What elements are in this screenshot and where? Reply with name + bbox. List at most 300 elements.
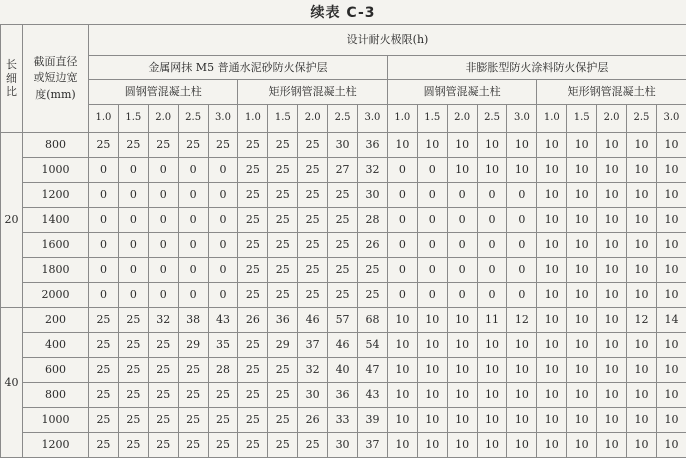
value-cell: 10 <box>507 158 537 183</box>
value-cell: 25 <box>268 183 298 208</box>
value-cell: 10 <box>627 183 657 208</box>
size-cell: 800 <box>23 133 89 158</box>
value-cell: 10 <box>627 358 657 383</box>
size-cell: 200 <box>23 308 89 333</box>
value-cell: 12 <box>627 308 657 333</box>
value-cell: 25 <box>268 158 298 183</box>
hour-header-cell: 1.5 <box>268 105 298 133</box>
value-cell: 10 <box>417 383 447 408</box>
value-cell: 10 <box>387 358 417 383</box>
value-cell: 10 <box>627 158 657 183</box>
hour-header-cell: 3.0 <box>358 105 388 133</box>
value-cell: 0 <box>507 233 537 258</box>
value-cell: 25 <box>268 408 298 433</box>
value-cell: 25 <box>118 433 148 458</box>
value-cell: 10 <box>567 408 597 433</box>
value-cell: 0 <box>118 258 148 283</box>
value-cell: 10 <box>447 408 477 433</box>
value-cell: 0 <box>89 158 119 183</box>
value-cell: 25 <box>268 133 298 158</box>
value-cell: 25 <box>178 433 208 458</box>
value-cell: 47 <box>358 358 388 383</box>
value-cell: 10 <box>567 133 597 158</box>
value-cell: 10 <box>387 133 417 158</box>
value-cell: 25 <box>238 408 268 433</box>
value-cell: 0 <box>208 283 238 308</box>
table-row <box>1 408 686 433</box>
value-cell: 0 <box>148 283 178 308</box>
value-cell: 37 <box>298 333 328 358</box>
value-cell: 0 <box>178 283 208 308</box>
value-cell: 0 <box>387 158 417 183</box>
value-cell: 25 <box>118 308 148 333</box>
value-cell: 35 <box>208 333 238 358</box>
size-cell: 1800 <box>23 258 89 283</box>
value-cell: 0 <box>208 208 238 233</box>
value-cell: 32 <box>358 158 388 183</box>
value-cell: 0 <box>178 258 208 283</box>
value-cell: 0 <box>148 233 178 258</box>
value-cell: 0 <box>387 283 417 308</box>
value-cell: 30 <box>358 183 388 208</box>
value-cell: 25 <box>148 383 178 408</box>
size-cell: 400 <box>23 333 89 358</box>
value-cell: 33 <box>328 408 358 433</box>
value-cell: 10 <box>627 433 657 458</box>
value-cell: 25 <box>178 133 208 158</box>
value-cell: 10 <box>387 333 417 358</box>
value-cell: 10 <box>477 333 507 358</box>
value-cell: 25 <box>148 358 178 383</box>
value-cell: 32 <box>298 358 328 383</box>
value-cell: 10 <box>656 358 686 383</box>
value-cell: 25 <box>268 208 298 233</box>
value-cell: 10 <box>537 208 567 233</box>
value-cell: 10 <box>537 408 567 433</box>
value-cell: 30 <box>328 433 358 458</box>
value-cell: 10 <box>627 133 657 158</box>
value-cell: 10 <box>597 433 627 458</box>
value-cell: 25 <box>208 433 238 458</box>
table-row <box>1 308 686 333</box>
value-cell: 0 <box>447 258 477 283</box>
value-cell: 10 <box>537 433 567 458</box>
value-cell: 0 <box>417 208 447 233</box>
value-cell: 25 <box>238 183 268 208</box>
size-cell: 2000 <box>23 283 89 308</box>
value-cell: 10 <box>477 158 507 183</box>
value-cell: 25 <box>238 283 268 308</box>
value-cell: 25 <box>298 133 328 158</box>
value-cell: 0 <box>208 183 238 208</box>
value-cell: 0 <box>208 258 238 283</box>
value-cell: 10 <box>597 383 627 408</box>
value-cell: 30 <box>298 383 328 408</box>
value-cell: 0 <box>507 258 537 283</box>
value-cell: 10 <box>507 408 537 433</box>
value-cell: 10 <box>627 333 657 358</box>
value-cell: 25 <box>148 433 178 458</box>
value-cell: 10 <box>627 258 657 283</box>
hour-header-cell: 3.0 <box>656 105 686 133</box>
value-cell: 10 <box>447 358 477 383</box>
value-cell: 0 <box>477 183 507 208</box>
value-cell: 0 <box>417 283 447 308</box>
value-cell: 10 <box>567 208 597 233</box>
value-cell: 10 <box>656 333 686 358</box>
value-cell: 10 <box>537 133 567 158</box>
value-cell: 10 <box>627 233 657 258</box>
protection-b-header: 非膨胀型防火涂料防火保护层 <box>387 56 686 80</box>
value-cell: 25 <box>118 133 148 158</box>
value-cell: 0 <box>417 183 447 208</box>
table-row <box>1 133 686 158</box>
value-cell: 10 <box>656 133 686 158</box>
hour-header-cell: 3.0 <box>208 105 238 133</box>
value-cell: 27 <box>328 158 358 183</box>
value-cell: 25 <box>89 308 119 333</box>
value-cell: 25 <box>298 208 328 233</box>
value-cell: 10 <box>567 333 597 358</box>
value-cell: 0 <box>148 158 178 183</box>
value-cell: 10 <box>477 408 507 433</box>
value-cell: 10 <box>597 158 627 183</box>
value-cell: 25 <box>238 208 268 233</box>
value-cell: 0 <box>477 233 507 258</box>
value-cell: 10 <box>567 183 597 208</box>
value-cell: 0 <box>148 258 178 283</box>
value-cell: 25 <box>178 383 208 408</box>
value-cell: 10 <box>656 183 686 208</box>
value-cell: 10 <box>597 358 627 383</box>
value-cell: 10 <box>656 158 686 183</box>
value-cell: 25 <box>118 408 148 433</box>
protection-a-header: 金属网抹 M5 普通水泥砂防火保护层 <box>89 56 388 80</box>
value-cell: 0 <box>178 158 208 183</box>
value-cell: 0 <box>89 183 119 208</box>
value-cell: 10 <box>507 383 537 408</box>
size-cell: 800 <box>23 383 89 408</box>
value-cell: 25 <box>298 283 328 308</box>
value-cell: 39 <box>358 408 388 433</box>
value-cell: 10 <box>417 308 447 333</box>
value-cell: 10 <box>507 433 537 458</box>
value-cell: 10 <box>447 308 477 333</box>
value-cell: 10 <box>656 408 686 433</box>
value-cell: 25 <box>328 283 358 308</box>
value-cell: 10 <box>537 383 567 408</box>
value-cell: 0 <box>148 183 178 208</box>
rect-column-header-a: 矩形钢管混凝土柱 <box>238 80 387 105</box>
value-cell: 0 <box>477 208 507 233</box>
value-cell: 0 <box>447 233 477 258</box>
value-cell: 0 <box>417 258 447 283</box>
table-row <box>1 358 686 383</box>
size-cell: 1400 <box>23 208 89 233</box>
value-cell: 10 <box>537 358 567 383</box>
hour-header-cell: 1.0 <box>387 105 417 133</box>
value-cell: 10 <box>507 333 537 358</box>
table-row <box>1 383 686 408</box>
value-cell: 10 <box>477 433 507 458</box>
value-cell: 29 <box>268 333 298 358</box>
hour-header-cell: 2.0 <box>148 105 178 133</box>
value-cell: 10 <box>567 308 597 333</box>
value-cell: 10 <box>627 283 657 308</box>
value-cell: 0 <box>477 283 507 308</box>
value-cell: 26 <box>298 408 328 433</box>
value-cell: 25 <box>328 233 358 258</box>
value-cell: 0 <box>118 283 148 308</box>
value-cell: 10 <box>597 308 627 333</box>
value-cell: 10 <box>567 233 597 258</box>
table-title: 续表 C-3 <box>0 2 686 20</box>
value-cell: 0 <box>447 208 477 233</box>
value-cell: 10 <box>447 333 477 358</box>
value-cell: 25 <box>238 433 268 458</box>
value-cell: 10 <box>477 133 507 158</box>
value-cell: 25 <box>89 133 119 158</box>
value-cell: 10 <box>507 133 537 158</box>
value-cell: 25 <box>268 433 298 458</box>
value-cell: 10 <box>447 133 477 158</box>
value-cell: 57 <box>328 308 358 333</box>
size-header: 截面直径或短边宽度(mm) <box>23 25 89 133</box>
value-cell: 25 <box>268 283 298 308</box>
value-cell: 0 <box>507 283 537 308</box>
value-cell: 10 <box>537 333 567 358</box>
value-cell: 25 <box>238 158 268 183</box>
value-cell: 10 <box>597 183 627 208</box>
value-cell: 10 <box>597 333 627 358</box>
value-cell: 10 <box>567 358 597 383</box>
value-cell: 10 <box>567 283 597 308</box>
table-row <box>1 283 686 308</box>
hour-header-cell: 1.5 <box>118 105 148 133</box>
size-cell: 1200 <box>23 433 89 458</box>
hour-header-cell: 3.0 <box>507 105 537 133</box>
value-cell: 10 <box>537 258 567 283</box>
value-cell: 38 <box>178 308 208 333</box>
value-cell: 26 <box>238 308 268 333</box>
value-cell: 0 <box>387 208 417 233</box>
value-cell: 10 <box>656 208 686 233</box>
value-cell: 25 <box>89 383 119 408</box>
value-cell: 0 <box>89 258 119 283</box>
value-cell: 46 <box>328 333 358 358</box>
size-cell: 1600 <box>23 233 89 258</box>
value-cell: 25 <box>118 383 148 408</box>
value-cell: 25 <box>238 358 268 383</box>
table-row <box>1 233 686 258</box>
value-cell: 26 <box>358 233 388 258</box>
ratio-header: 长细比 <box>1 25 23 133</box>
hour-header-cell: 2.5 <box>328 105 358 133</box>
value-cell: 25 <box>298 433 328 458</box>
value-cell: 25 <box>358 283 388 308</box>
ratio-cell: 20 <box>1 133 23 308</box>
value-cell: 25 <box>118 358 148 383</box>
size-cell: 1200 <box>23 183 89 208</box>
value-cell: 10 <box>417 333 447 358</box>
value-cell: 11 <box>477 308 507 333</box>
value-cell: 0 <box>477 258 507 283</box>
value-cell: 25 <box>118 333 148 358</box>
value-cell: 36 <box>358 133 388 158</box>
value-cell: 10 <box>387 308 417 333</box>
size-cell: 1000 <box>23 158 89 183</box>
value-cell: 32 <box>148 308 178 333</box>
value-cell: 10 <box>387 433 417 458</box>
value-cell: 0 <box>387 183 417 208</box>
value-cell: 10 <box>656 233 686 258</box>
value-cell: 10 <box>477 358 507 383</box>
fire-protection-table <box>0 24 686 458</box>
hour-header-cell: 1.5 <box>567 105 597 133</box>
value-cell: 10 <box>417 433 447 458</box>
value-cell: 0 <box>148 208 178 233</box>
value-cell: 0 <box>118 208 148 233</box>
value-cell: 25 <box>268 358 298 383</box>
value-cell: 29 <box>178 333 208 358</box>
value-cell: 25 <box>208 383 238 408</box>
value-cell: 10 <box>597 283 627 308</box>
value-cell: 25 <box>238 383 268 408</box>
value-cell: 10 <box>537 283 567 308</box>
value-cell: 0 <box>118 233 148 258</box>
rect-column-header-b: 矩形钢管混凝土柱 <box>537 80 686 105</box>
value-cell: 10 <box>656 283 686 308</box>
value-cell: 25 <box>328 208 358 233</box>
hour-header-cell: 1.0 <box>537 105 567 133</box>
value-cell: 14 <box>656 308 686 333</box>
table-row <box>1 183 686 208</box>
round-column-header-a: 圆钢管混凝土柱 <box>89 80 238 105</box>
value-cell: 25 <box>328 258 358 283</box>
value-cell: 25 <box>358 258 388 283</box>
hour-header-cell: 2.0 <box>597 105 627 133</box>
value-cell: 10 <box>656 433 686 458</box>
value-cell: 10 <box>627 208 657 233</box>
value-cell: 25 <box>178 408 208 433</box>
value-cell: 25 <box>208 408 238 433</box>
value-cell: 0 <box>447 183 477 208</box>
value-cell: 25 <box>268 233 298 258</box>
value-cell: 36 <box>328 383 358 408</box>
value-cell: 43 <box>358 383 388 408</box>
value-cell: 28 <box>358 208 388 233</box>
value-cell: 10 <box>477 383 507 408</box>
value-cell: 40 <box>328 358 358 383</box>
value-cell: 25 <box>298 233 328 258</box>
value-cell: 25 <box>298 183 328 208</box>
value-cell: 10 <box>447 383 477 408</box>
value-cell: 0 <box>387 258 417 283</box>
value-cell: 10 <box>447 158 477 183</box>
value-cell: 25 <box>89 333 119 358</box>
value-cell: 10 <box>447 433 477 458</box>
value-cell: 0 <box>208 158 238 183</box>
value-cell: 25 <box>208 133 238 158</box>
value-cell: 46 <box>298 308 328 333</box>
value-cell: 0 <box>178 183 208 208</box>
hour-header-cell: 1.0 <box>89 105 119 133</box>
value-cell: 10 <box>417 408 447 433</box>
value-cell: 25 <box>89 433 119 458</box>
value-cell: 30 <box>328 133 358 158</box>
value-cell: 25 <box>89 408 119 433</box>
value-cell: 25 <box>238 258 268 283</box>
value-cell: 10 <box>656 383 686 408</box>
value-cell: 10 <box>627 408 657 433</box>
hour-header-cell: 1.5 <box>417 105 447 133</box>
value-cell: 0 <box>387 233 417 258</box>
value-cell: 0 <box>178 233 208 258</box>
value-cell: 25 <box>89 358 119 383</box>
value-cell: 10 <box>417 133 447 158</box>
value-cell: 0 <box>507 208 537 233</box>
value-cell: 0 <box>417 158 447 183</box>
value-cell: 0 <box>417 233 447 258</box>
value-cell: 10 <box>567 433 597 458</box>
value-cell: 0 <box>507 183 537 208</box>
value-cell: 10 <box>387 383 417 408</box>
value-cell: 25 <box>148 333 178 358</box>
value-cell: 0 <box>89 233 119 258</box>
value-cell: 0 <box>89 283 119 308</box>
value-cell: 0 <box>118 158 148 183</box>
value-cell: 10 <box>537 308 567 333</box>
value-cell: 10 <box>627 383 657 408</box>
value-cell: 25 <box>178 358 208 383</box>
ratio-cell: 40 <box>1 308 23 458</box>
value-cell: 10 <box>537 233 567 258</box>
value-cell: 25 <box>148 133 178 158</box>
value-cell: 28 <box>208 358 238 383</box>
value-cell: 25 <box>238 333 268 358</box>
limit-header: 设计耐火极限(h) <box>89 25 686 56</box>
value-cell: 10 <box>597 133 627 158</box>
table-row <box>1 433 686 458</box>
value-cell: 25 <box>328 183 358 208</box>
value-cell: 10 <box>387 408 417 433</box>
value-cell: 10 <box>656 258 686 283</box>
hour-header-cell: 2.5 <box>627 105 657 133</box>
value-cell: 12 <box>507 308 537 333</box>
table-row <box>1 258 686 283</box>
table-row <box>1 158 686 183</box>
value-cell: 43 <box>208 308 238 333</box>
size-cell: 1000 <box>23 408 89 433</box>
value-cell: 25 <box>148 408 178 433</box>
table-row <box>1 208 686 233</box>
value-cell: 25 <box>238 233 268 258</box>
table-row <box>1 333 686 358</box>
value-cell: 36 <box>268 308 298 333</box>
value-cell: 10 <box>597 233 627 258</box>
value-cell: 68 <box>358 308 388 333</box>
value-cell: 37 <box>358 433 388 458</box>
value-cell: 10 <box>597 208 627 233</box>
hour-header-cell: 2.0 <box>298 105 328 133</box>
value-cell: 54 <box>358 333 388 358</box>
hour-header-cell: 2.5 <box>477 105 507 133</box>
value-cell: 10 <box>567 383 597 408</box>
value-cell: 0 <box>118 183 148 208</box>
round-column-header-b: 圆钢管混凝土柱 <box>387 80 536 105</box>
value-cell: 25 <box>298 258 328 283</box>
value-cell: 25 <box>298 158 328 183</box>
